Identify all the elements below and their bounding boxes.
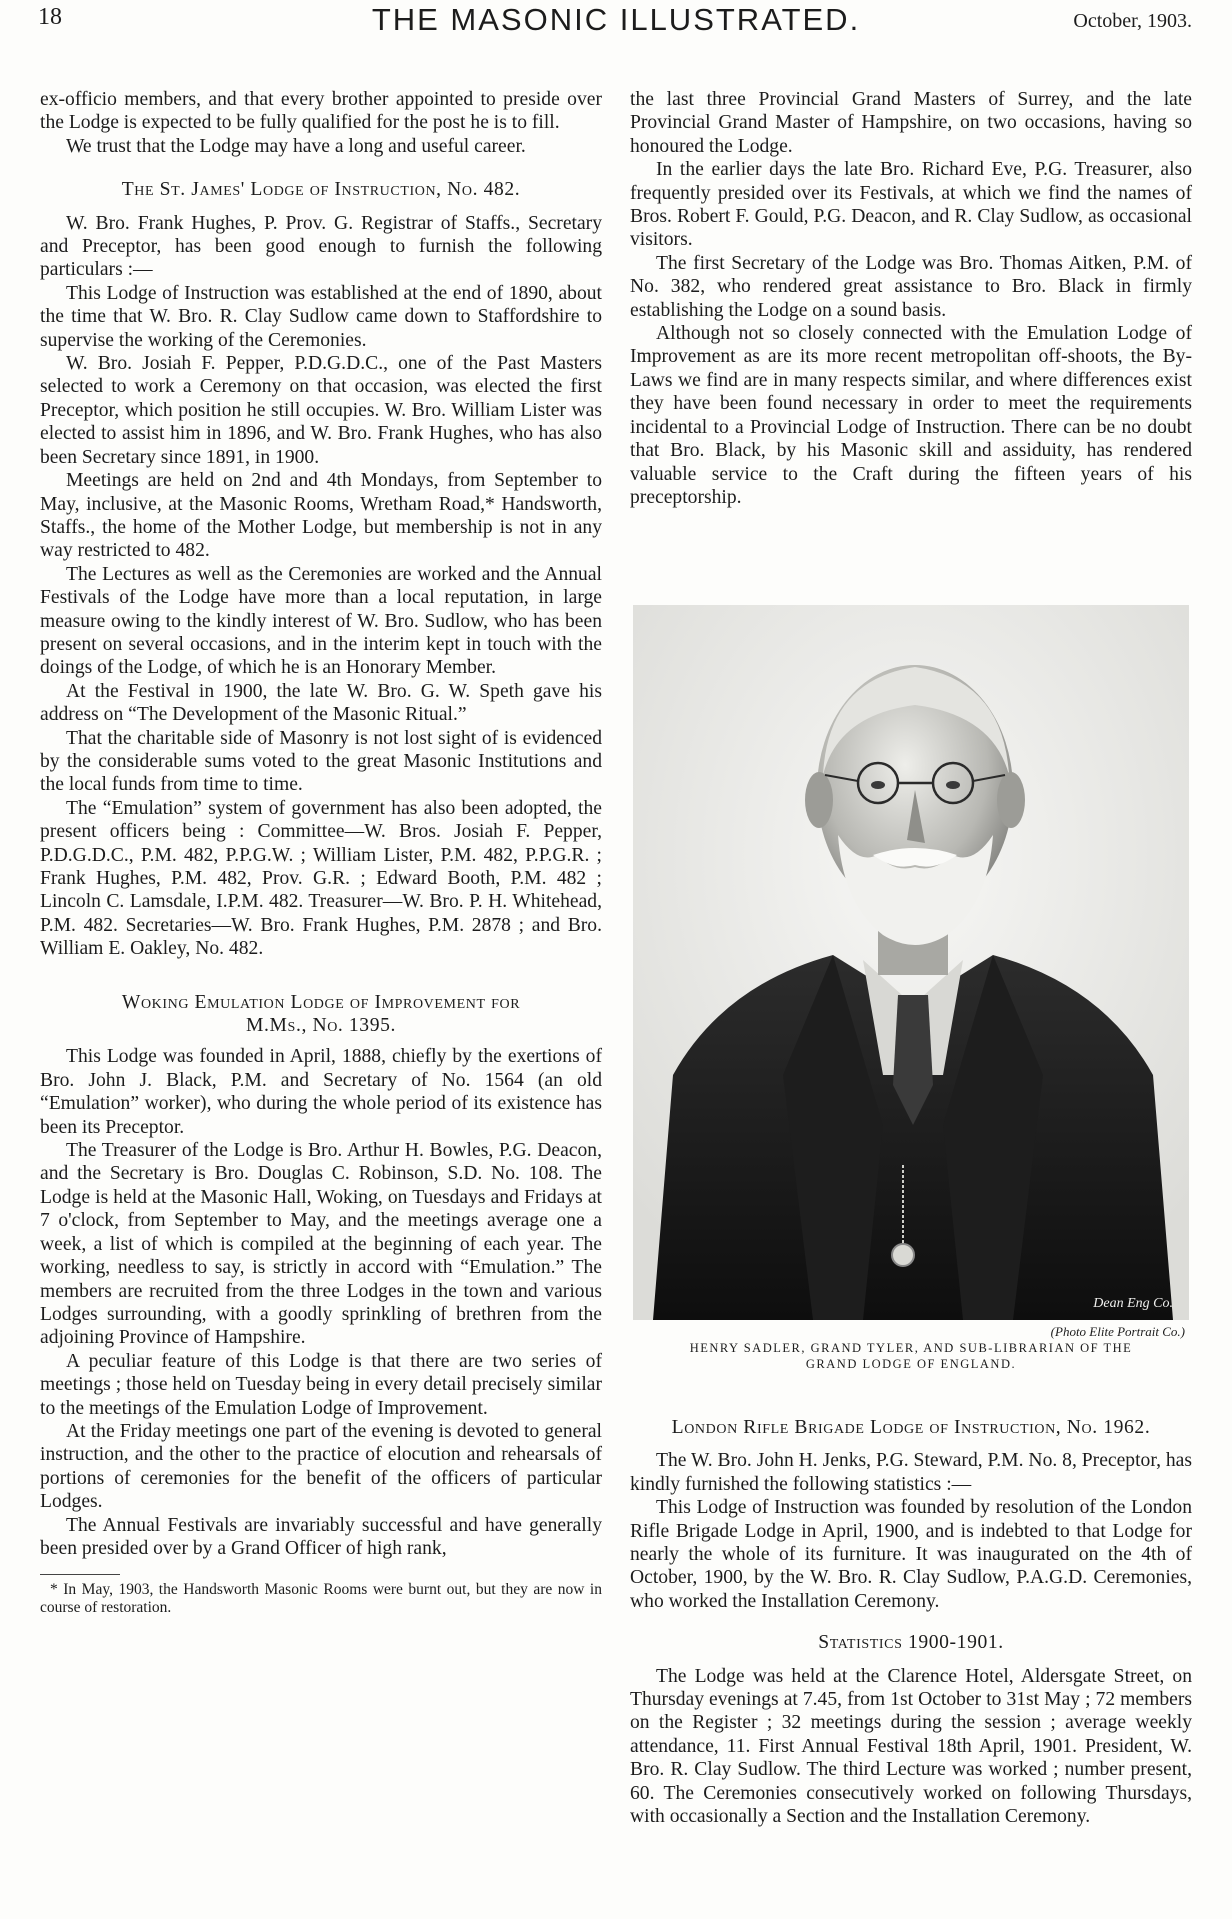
section-heading-london-rifle-brigade: London Rifle Brigade Lodge of Instruction, No. 1962. — [671, 1417, 1151, 1438]
article-paragraph: The “Emulation” system of government has also been adopted, the present officers being : Committee—W. Bros. Josiah F. Pepper, P.D.G.D.C., P.M. 482, P.P.G.W. ; William Lister, P.M. 482, P.P.G.R. ; Frank Hughes, P.M. 482, Prov. G.R. ; Edward Booth, P.M. 482 ; Lincoln C. Lamsdale, I.P.M. 482. Treasurer—W. Bro. P. H. Whitehead, P.M. 482. Secretaries—W. Bro. Frank Hughes, P.M. 2878 ; and Bro. William E. Oakley, No. 482. — [40, 797, 602, 960]
article-paragraph: W. Bro. Frank Hughes, P. Prov. G. Registrar of Staffs., Secretary and Preceptor, has been good enough to furnish the following particulars :— — [40, 212, 602, 281]
publication-title: THE MASONIC ILLUSTRATED. — [371, 2, 861, 37]
right-column — [630, 88, 1192, 509]
photo-caption-line: GRAND LODGE OF ENGLAND. — [805, 1357, 1017, 1371]
article-paragraph: A peculiar feature of this Lodge is that there are two series of meetings ; those held on Tuesday being in every detail precisely similar to the meetings of the Emulation Lodge of Improvement. — [40, 1350, 602, 1419]
issue-date: October, 1903. — [1073, 10, 1192, 32]
article-paragraph: the last three Provincial Grand Masters of Surrey, and the late Provincial Grand Master of Hampshire, on two occasions, having so honoured the Lodge. — [630, 89, 1192, 157]
article-paragraph: This Lodge of Instruction was founded by resolution of the London Rifle Brigade Lodge in April, 1900, and is indebted to that Lodge for nearly the whole of its furniture. It was inaugurated on the 4th of October, 1900, by the W. Bro. R. Clay Sudlow, P.A.G.D. Ceremonies, who worked the Installation Ceremony. — [630, 1497, 1192, 1612]
article-paragraph: The Lectures as well as the Ceremonies are worked and the Annual Festivals of the Lodge have more than a local reputation, in large measure owing to the kindly interest of W. Bro. Sudlow, who has been present on several occasions, and in the interim kept in touch with the doings of the Lodge, of which he is an Honorary Member. — [40, 563, 602, 679]
article-paragraph: This Lodge of Instruction was established at the end of 1890, about the time that W. Bro. R. Clay Sudlow came down to Staffordshire to supervise the working of the Ceremonies. — [40, 282, 602, 351]
article-paragraph: This Lodge was founded in April, 1888, chiefly by the exertions of Bro. John J. Black, P.M. and Secretary of No. 1564 (an old “Emulation” worker), who during the whole period of its existence has been its Preceptor. — [40, 1046, 602, 1138]
section-heading-statistics: Statistics 1900-1901. — [818, 1632, 1004, 1654]
article-paragraph: Meetings are held on 2nd and 4th Mondays, from September to May, inclusive, at the Masonic Rooms, Wretham Road,* Handsworth, Staffs., the home of the Mother Lodge, but membership is not in any way restricted to 482. — [40, 470, 602, 562]
article-paragraph: W. Bro. Josiah F. Pepper, P.D.G.D.C., one of the Past Masters selected to work a Ceremony on that occasion, was elected the first Preceptor, which position he still occupies. W. Bro. William Lister was elected to assist him in 1896, and W. Bro. Frank Hughes, who has also been Secretary since 1891, in 1900. — [40, 353, 602, 468]
left-column — [40, 88, 602, 1617]
article-paragraph: ex-officio members, and that every brother appointed to preside over the Lodge is expected to be fully qualified for the post he is to fill. — [40, 89, 602, 134]
right-column-lower — [630, 1400, 1192, 1829]
section-heading-woking — [40, 991, 602, 1038]
footnote-rule — [40, 1574, 120, 1575]
article-paragraph: The Annual Festivals are invariably successful and have generally been presided over by a Grand Officer of high rank, — [40, 1514, 602, 1559]
portrait-illustration — [633, 605, 1189, 1320]
footnote: * In May, 1903, the Handsworth Masonic Rooms were burnt out, but they are now in course of restoration. — [40, 1581, 602, 1617]
article-paragraph: In the earlier days the late Bro. Richard Eve, P.G. Treasurer, also frequently presided over its Festivals, at which we find the names of Bros. Robert F. Gould, P.G. Deacon, and R. Clay Sudlow, as occasional visitors. — [630, 159, 1192, 251]
photo-credit: (Photo Elite Portrait Co.) — [1050, 1324, 1185, 1339]
section-heading-line: M.Ms., No. 1395. — [246, 1015, 396, 1037]
page-number: 18 — [38, 4, 62, 30]
photo-caption-line: HENRY SADLER, GRAND TYLER, AND SUB-LIBRARIAN OF THE — [689, 1341, 1133, 1355]
section-heading-line: Woking Emulation Lodge of Improvement for — [121, 991, 521, 1013]
article-paragraph: At the Friday meetings one part of the evening is devoted to general instruction, and the other to the practice of elocution and rehearsals of portions of ceremonies for the benefit of the officers of particular Lodges. — [40, 1420, 602, 1513]
portrait-photo — [633, 605, 1189, 1320]
article-paragraph: We trust that the Lodge may have a long and useful career. — [66, 135, 526, 157]
article-paragraph: The W. Bro. John H. Jenks, P.G. Steward, P.M. No. 8, Preceptor, has kindly furnished the following statistics :— — [630, 1450, 1192, 1495]
article-paragraph: The Lodge was held at the Clarence Hotel, Aldersgate Street, on Thursday evenings at 7.45, from 1st October to 31st May ; 72 members on the Register ; 32 meetings during the session ; average weekly attendance, 11. First Annual Festival 18th April, 1901. President, W. Bro. R. Clay Sudlow. The third Lecture was worked ; number present, 60. The Ceremonies consecutively worked on following Thursdays, with occasionally a Section and the Installation Ceremony. — [630, 1665, 1192, 1828]
article-paragraph: At the Festival in 1900, the late W. Bro. G. W. Speth gave his address on “The Development of the Masonic Ritual.” — [40, 680, 602, 726]
article-paragraph: The first Secretary of the Lodge was Bro. Thomas Aitken, P.M. of No. 382, who rendered great assistance to Bro. Black in firmly establishing the Lodge on a sound basis. — [630, 252, 1192, 321]
article-paragraph: The Treasurer of the Lodge is Bro. Arthur H. Bowles, P.G. Deacon, and the Secretary is Bro. Douglas C. Robinson, S.D. No. 108. The Lodge is held at the Masonic Hall, Woking, on Tuesdays and Fridays at 7 o'clock, from September to May, and the meetings average one a week, a list of which is compiled at the beginning of each year. The working, needless to say, is strictly in accord with “Emulation.” The members are recruited from the three Lodges in the town and various Lodges surrounding, with a goodly sprinkling of brethren from the adjoining Province of Hampshire. — [40, 1140, 602, 1349]
section-heading-st-james: The St. James' Lodge of Instruction, No. 482. — [121, 179, 521, 201]
article-paragraph: That the charitable side of Masonry is not lost sight of is evidenced by the considerable sums voted to the great Masonic Institutions and the local funds from time to time. — [40, 727, 602, 796]
article-paragraph: Although not so closely connected with the Emulation Lodge of Improvement as are its more recent metropolitan off-shoots, the By-Laws we find are in many respects similar, and where differences exist they have been found necessary in order to meet the requirements incidental to a Provincial Lodge of Instruction. There can be no doubt that Bro. Black, by his Masonic skill and assiduity, has rendered valuable service to the Craft during the fifteen years of his preceptorship. — [630, 323, 1192, 508]
photo-caption — [633, 1340, 1189, 1372]
engraver-mark: Dean Eng Co. — [1093, 1296, 1173, 1311]
